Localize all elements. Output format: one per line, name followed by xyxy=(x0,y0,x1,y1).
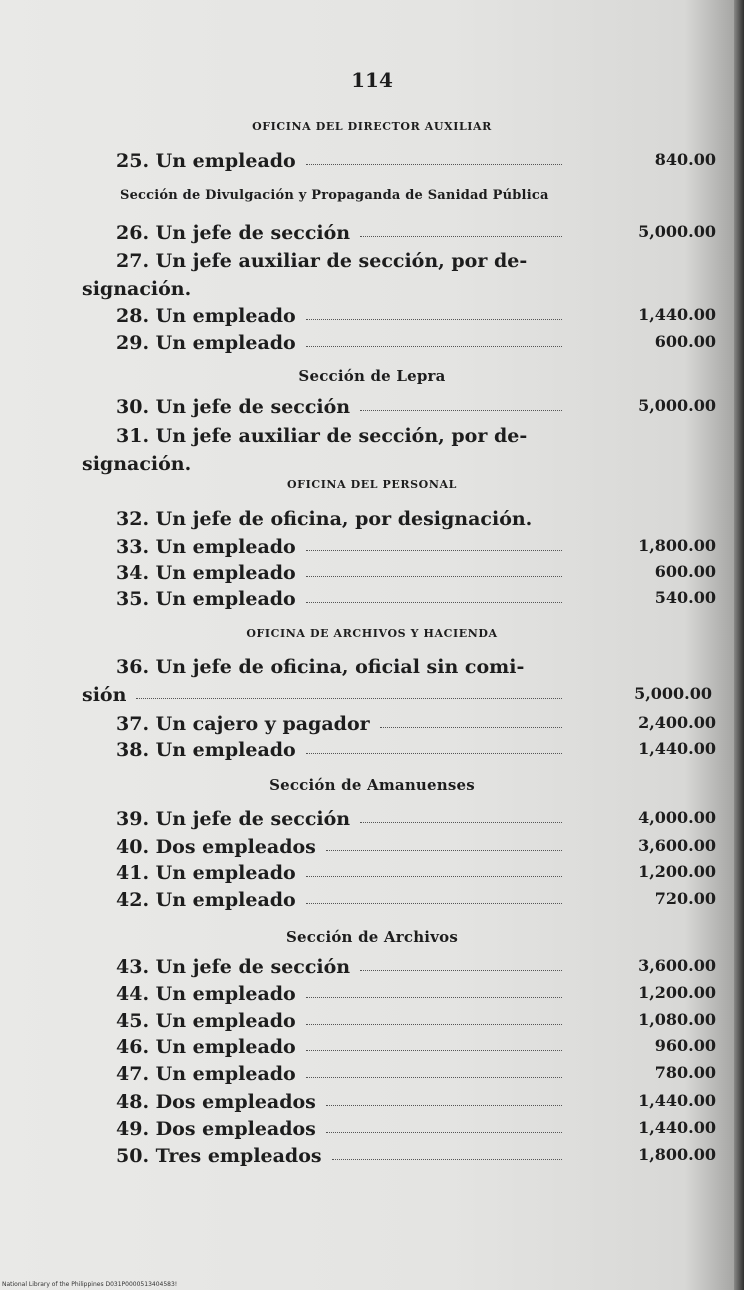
entry-label: 44. Un empleado xyxy=(116,983,296,1005)
entry-label: 30. Un jefe de sección xyxy=(116,396,351,418)
entry-amount: 720.00 xyxy=(654,889,716,908)
entry-amount: 1,440.00 xyxy=(638,305,716,324)
budget-entry xyxy=(116,536,716,562)
entry-amount: 1,440.00 xyxy=(638,1091,716,1110)
dot-leader xyxy=(136,698,562,699)
dot-leader xyxy=(306,903,562,904)
dot-leader xyxy=(306,576,562,577)
budget-entry xyxy=(82,684,712,710)
dot-leader xyxy=(306,1077,562,1078)
budget-entry xyxy=(116,983,716,1009)
budget-entry xyxy=(116,889,716,915)
budget-entry xyxy=(116,713,716,739)
dot-leader xyxy=(306,319,562,320)
entry-amount: 1,440.00 xyxy=(638,1118,716,1137)
paragraph-line: 36. Un jefe de oficina, oficial sin comi- xyxy=(116,656,525,678)
budget-entry xyxy=(116,1063,716,1089)
entry-amount: 5,000.00 xyxy=(638,396,716,415)
page-edge-shadow xyxy=(734,0,744,1290)
entry-amount: 600.00 xyxy=(654,562,716,581)
entry-label: 25. Un empleado xyxy=(116,150,296,172)
entry-label: 46. Un empleado xyxy=(116,1036,296,1058)
section-heading: Sección de Amanuenses xyxy=(269,776,475,794)
section-heading: Sección de Divulgación y Propaganda de Sanidad Pública xyxy=(120,188,549,203)
entry-label: 50. Tres empleados xyxy=(116,1145,322,1167)
entry-label: 33. Un empleado xyxy=(116,536,296,558)
dot-leader xyxy=(306,602,562,603)
dot-leader xyxy=(360,410,562,411)
entry-amount: 1,080.00 xyxy=(638,1010,716,1029)
budget-entry xyxy=(116,396,716,422)
dot-leader xyxy=(326,1132,562,1133)
entry-label: 45. Un empleado xyxy=(116,1010,296,1032)
entry-label: 28. Un empleado xyxy=(116,305,296,327)
entry-amount: 1,800.00 xyxy=(638,536,716,555)
dot-leader xyxy=(332,1159,562,1160)
entry-amount: 1,200.00 xyxy=(638,862,716,881)
entry-label: 29. Un empleado xyxy=(116,332,296,354)
entry-label: 37. Un cajero y pagador xyxy=(116,713,370,735)
entry-amount: 780.00 xyxy=(654,1063,716,1082)
entry-amount: 1,200.00 xyxy=(638,983,716,1002)
office-heading: OFICINA DE ARCHIVOS Y HACIENDA xyxy=(246,627,498,640)
budget-entry xyxy=(116,956,716,982)
dot-leader xyxy=(306,876,562,877)
dot-leader xyxy=(380,727,562,728)
budget-entry xyxy=(116,862,716,888)
dot-leader xyxy=(306,164,562,165)
entry-label: 42. Un empleado xyxy=(116,889,296,911)
entry-amount: 4,000.00 xyxy=(638,808,716,827)
paragraph-line: 32. Un jefe de oficina, por designación. xyxy=(116,508,533,530)
paragraph-line: 31. Un jefe auxiliar de sección, por de- xyxy=(116,425,528,447)
paragraph-line: 27. Un jefe auxiliar de sección, por de- xyxy=(116,250,528,272)
entry-amount: 3,600.00 xyxy=(638,956,716,975)
budget-entry xyxy=(116,1118,716,1144)
entry-label: 41. Un empleado xyxy=(116,862,296,884)
budget-entry xyxy=(116,739,716,765)
budget-entry xyxy=(116,562,716,588)
entry-amount: 600.00 xyxy=(654,332,716,351)
budget-entry xyxy=(116,1010,716,1036)
dot-leader xyxy=(326,850,562,851)
entry-label: 43. Un jefe de sección xyxy=(116,956,351,978)
dot-leader xyxy=(360,236,562,237)
entry-label: 49. Dos empleados xyxy=(116,1118,316,1140)
entry-label: 34. Un empleado xyxy=(116,562,296,584)
office-heading: OFICINA DEL PERSONAL xyxy=(287,478,457,491)
dot-leader xyxy=(360,970,562,971)
dot-leader xyxy=(306,753,562,754)
footer-credit: National Library of the Philippines D031P0000513404583! xyxy=(2,1281,178,1288)
budget-entry xyxy=(116,305,716,331)
entry-amount: 3,600.00 xyxy=(638,836,716,855)
paragraph-line: signación. xyxy=(82,278,192,300)
entry-label: sión xyxy=(82,684,127,706)
dot-leader xyxy=(306,1050,562,1051)
dot-leader xyxy=(306,1024,562,1025)
office-heading: OFICINA DEL DIRECTOR AUXILIAR xyxy=(252,120,492,133)
budget-entry xyxy=(116,1145,716,1171)
dot-leader xyxy=(306,997,562,998)
entry-label: 39. Un jefe de sección xyxy=(116,808,351,830)
budget-entry xyxy=(116,1091,716,1117)
entry-amount: 1,800.00 xyxy=(638,1145,716,1164)
entry-label: 40. Dos empleados xyxy=(116,836,316,858)
budget-entry xyxy=(116,222,716,248)
entry-amount: 2,400.00 xyxy=(638,713,716,732)
section-heading: Sección de Archivos xyxy=(286,928,458,946)
budget-entry xyxy=(116,808,716,834)
page-number: 114 xyxy=(351,68,393,92)
entry-amount: 5,000.00 xyxy=(638,222,716,241)
dot-leader xyxy=(326,1105,562,1106)
entry-label: 47. Un empleado xyxy=(116,1063,296,1085)
section-heading: Sección de Lepra xyxy=(298,367,446,385)
budget-entry xyxy=(116,836,716,862)
entry-amount: 1,440.00 xyxy=(638,739,716,758)
dot-leader xyxy=(306,550,562,551)
budget-entry xyxy=(116,150,716,176)
budget-entry xyxy=(116,1036,716,1062)
dot-leader xyxy=(306,346,562,347)
entry-label: 26. Un jefe de sección xyxy=(116,222,351,244)
entry-label: 35. Un empleado xyxy=(116,588,296,610)
budget-entry xyxy=(116,588,716,614)
dot-leader xyxy=(360,822,562,823)
entry-label: 48. Dos empleados xyxy=(116,1091,316,1113)
budget-entry xyxy=(116,332,716,358)
entry-label: 38. Un empleado xyxy=(116,739,296,761)
entry-amount: 540.00 xyxy=(654,588,716,607)
entry-amount: 960.00 xyxy=(654,1036,716,1055)
entry-amount: 5,000.00 xyxy=(634,684,712,703)
entry-amount: 840.00 xyxy=(654,150,716,169)
paragraph-line: signación. xyxy=(82,453,192,475)
